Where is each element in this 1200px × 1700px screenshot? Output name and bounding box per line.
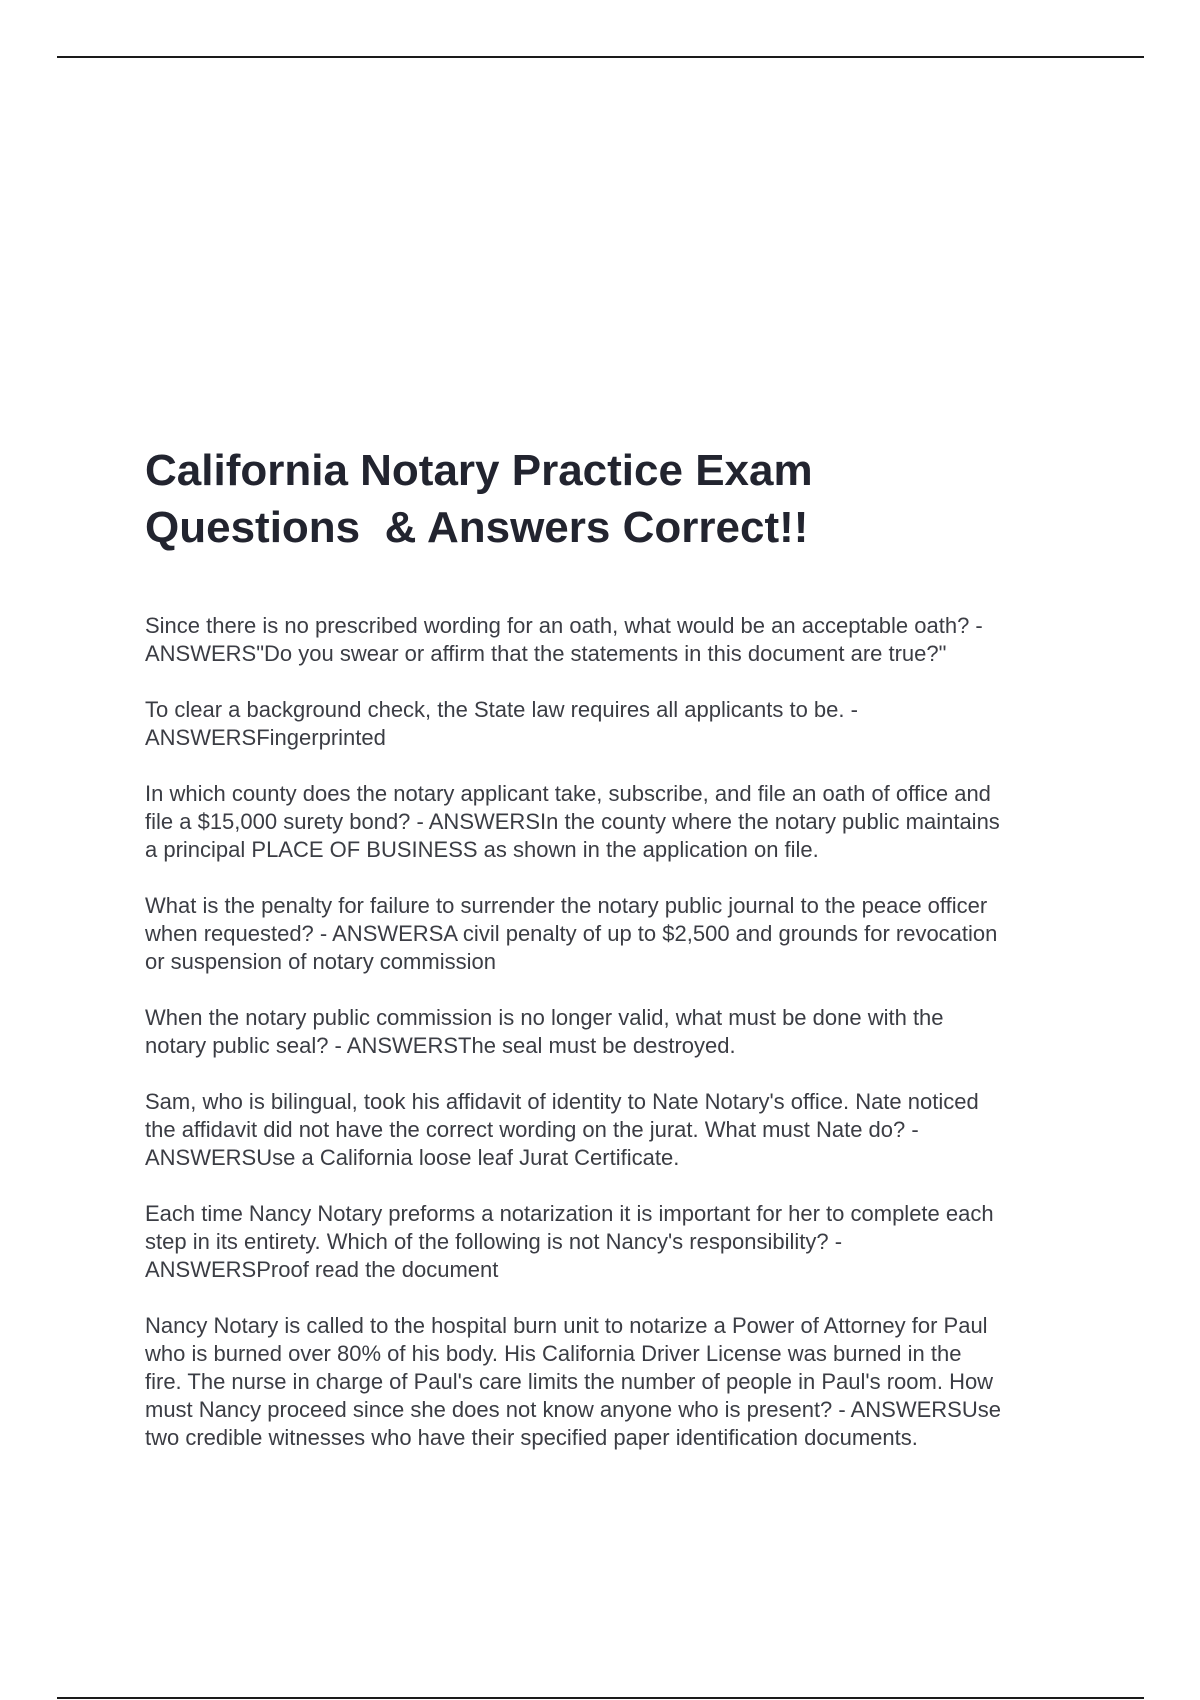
- qa-line: ANSWERS"Do you swear or affirm that the statements in this document are true?": [145, 641, 947, 666]
- qa-item: [145, 1088, 1090, 1172]
- qa-line: file a $15,000 surety bond? - ANSWERSIn the county where the notary public maintains: [145, 809, 1000, 834]
- qa-line: What is the penalty for failure to surrender the notary public journal to the peace officer: [145, 893, 988, 918]
- qa-line: ANSWERSUse a California loose leaf Jurat Certificate.: [145, 1145, 680, 1170]
- qa-line: Since there is no prescribed wording for an oath, what would be an acceptable oath? -: [145, 613, 983, 638]
- qa-line: ANSWERSProof read the document: [145, 1257, 499, 1282]
- qa-line: a principal PLACE OF BUSINESS as shown in the application on file.: [145, 837, 819, 862]
- footer-rule: [57, 1697, 1144, 1699]
- qa-line: In which county does the notary applicant take, subscribe, and file an oath of office and: [145, 781, 991, 806]
- qa-line: or suspension of notary commission: [145, 949, 496, 974]
- qa-line: Nancy Notary is called to the hospital burn unit to notarize a Power of Attorney for Paul: [145, 1313, 988, 1338]
- qa-line: When the notary public commission is no longer valid, what must be done with the: [145, 1005, 944, 1030]
- qa-line: step in its entirety. Which of the following is not Nancy's responsibility? -: [145, 1229, 843, 1254]
- title-line: California Notary Practice Exam: [145, 446, 813, 495]
- qa-item: [145, 892, 1090, 976]
- title-line: Questions & Answers Correct!!: [145, 503, 809, 552]
- qa-line: fire. The nurse in charge of Paul's care limits the number of people in Paul's room. How: [145, 1369, 994, 1394]
- qa-line: two credible witnesses who have their specified paper identification documents.: [145, 1425, 918, 1450]
- qa-item: [145, 780, 1090, 864]
- qa-item: [145, 1312, 1090, 1452]
- qa-line: Sam, who is bilingual, took his affidavit of identity to Nate Notary's office. Nate noticed: [145, 1089, 979, 1114]
- qa-item: [145, 612, 1090, 668]
- qa-line: must Nancy proceed since she does not know anyone who is present? - ANSWERSUse: [145, 1397, 1001, 1422]
- qa-line: who is burned over 80% of his body. His California Driver License was burned in the: [145, 1341, 962, 1366]
- qa-line: To clear a background check, the State law requires all applicants to be. -: [145, 697, 858, 722]
- qa-item: [145, 1004, 1090, 1060]
- qa-item: [145, 1200, 1090, 1284]
- header-rule: [57, 56, 1144, 58]
- qa-line: notary public seal? - ANSWERSThe seal must be destroyed.: [145, 1033, 736, 1058]
- qa-line: the affidavit did not have the correct wording on the jurat. What must Nate do? -: [145, 1117, 919, 1142]
- qa-line: when requested? - ANSWERSA civil penalty of up to $2,500 and grounds for revocation: [145, 921, 998, 946]
- qa-line: ANSWERSFingerprinted: [145, 725, 386, 750]
- qa-line: Each time Nancy Notary preforms a notarization it is important for her to complete each: [145, 1201, 994, 1226]
- page-title: [145, 442, 1105, 556]
- qa-list: [145, 612, 1090, 1480]
- qa-item: [145, 696, 1090, 752]
